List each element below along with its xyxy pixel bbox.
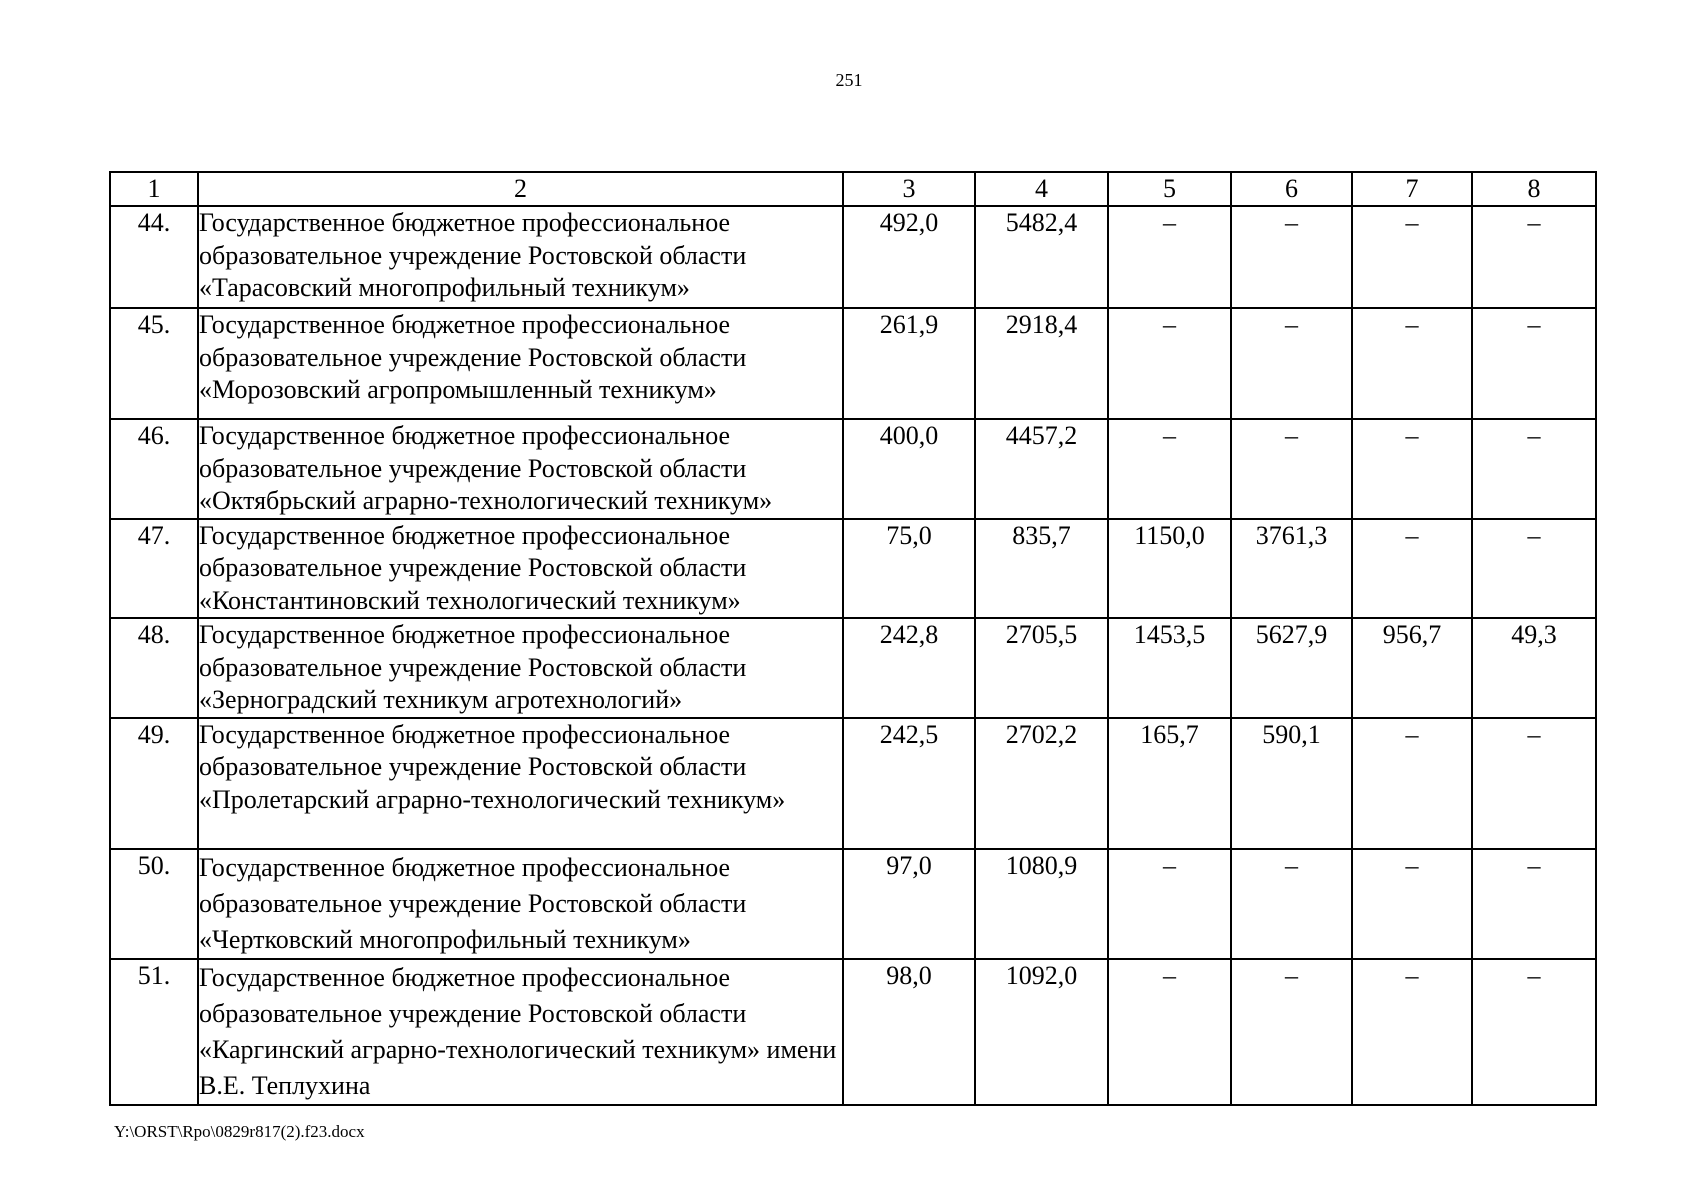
cell-col4: 4457,2: [975, 419, 1108, 519]
cell-col6: –: [1231, 419, 1352, 519]
row-number: 45.: [110, 308, 198, 419]
row-number: 49.: [110, 718, 198, 849]
cell-col3: 98,0: [843, 959, 975, 1105]
table-header-row: [110, 172, 1596, 206]
cell-col3: 261,9: [843, 308, 975, 419]
cell-col5: 1453,5: [1108, 618, 1231, 718]
document-file-path: Y:\ORST\Rpo\0829r817(2).f23.docx: [114, 1122, 365, 1141]
institution-name: Государственное бюджетное профессиональное образовательное учреждение Ростовской области «Октябрьский аграрно-технологический техникум»: [198, 419, 843, 519]
cell-col7: –: [1352, 849, 1472, 959]
table-row: [110, 618, 1596, 718]
page-number: 251: [835, 70, 863, 90]
table-row: [110, 849, 1596, 959]
cell-col7: –: [1352, 519, 1472, 619]
cell-col6: –: [1231, 849, 1352, 959]
cell-col4: 1080,9: [975, 849, 1108, 959]
cell-col7: –: [1352, 419, 1472, 519]
cell-col3: 75,0: [843, 519, 975, 619]
cell-col6: –: [1231, 206, 1352, 308]
institution-name: Государственное бюджетное профессиональное образовательное учреждение Ростовской области «Константиновский технологический техникум»: [198, 519, 843, 619]
institution-name: Государственное бюджетное профессиональное образовательное учреждение Ростовской области «Зерноградский техникум агротехнологий»: [198, 618, 843, 718]
cell-col6: 590,1: [1231, 718, 1352, 849]
cell-col5: 165,7: [1108, 718, 1231, 849]
cell-col8: –: [1472, 849, 1596, 959]
cell-col7: –: [1352, 308, 1472, 419]
column-header: 1: [110, 172, 198, 206]
cell-col4: 835,7: [975, 519, 1108, 619]
cell-col5: –: [1108, 419, 1231, 519]
row-number: 44.: [110, 206, 198, 308]
cell-col8: –: [1472, 419, 1596, 519]
cell-col4: 1092,0: [975, 959, 1108, 1105]
table-row: [110, 718, 1596, 849]
data-table: [109, 171, 1597, 1106]
cell-col3: 400,0: [843, 419, 975, 519]
cell-col5: 1150,0: [1108, 519, 1231, 619]
cell-col3: 242,8: [843, 618, 975, 718]
row-number: 50.: [110, 849, 198, 959]
institution-name: Государственное бюджетное профессиональное образовательное учреждение Ростовской области «Пролетарский аграрно-технологический техникум»: [198, 718, 843, 849]
cell-col6: 3761,3: [1231, 519, 1352, 619]
cell-col4: 2705,5: [975, 618, 1108, 718]
row-number: 47.: [110, 519, 198, 619]
column-header: 6: [1231, 172, 1352, 206]
column-header: 2: [198, 172, 843, 206]
table-row: [110, 419, 1596, 519]
institution-name: Государственное бюджетное профессиональное образовательное учреждение Ростовской области «Тарасовский многопрофильный техникум»: [198, 206, 843, 308]
cell-col8: –: [1472, 959, 1596, 1105]
institution-name: Государственное бюджетное профессиональное образовательное учреждение Ростовской области «Морозовский агропромышленный техникум»: [198, 308, 843, 419]
institution-name: Государственное бюджетное профессиональное образовательное учреждение Ростовской области «Чертковский многопрофильный техникум»: [198, 849, 843, 959]
cell-col4: 2702,2: [975, 718, 1108, 849]
table-row: [110, 959, 1596, 1105]
cell-col6: –: [1231, 308, 1352, 419]
cell-col5: –: [1108, 959, 1231, 1105]
column-header: 8: [1472, 172, 1596, 206]
cell-col7: –: [1352, 959, 1472, 1105]
column-header: 5: [1108, 172, 1231, 206]
cell-col8: –: [1472, 519, 1596, 619]
cell-col6: 5627,9: [1231, 618, 1352, 718]
cell-col8: –: [1472, 308, 1596, 419]
cell-col4: 5482,4: [975, 206, 1108, 308]
cell-col4: 2918,4: [975, 308, 1108, 419]
cell-col3: 97,0: [843, 849, 975, 959]
table-row: [110, 206, 1596, 308]
cell-col7: 956,7: [1352, 618, 1472, 718]
table-row: [110, 519, 1596, 619]
row-number: 48.: [110, 618, 198, 718]
cell-col6: –: [1231, 959, 1352, 1105]
cell-col8: –: [1472, 206, 1596, 308]
institution-name: Государственное бюджетное профессиональное образовательное учреждение Ростовской области «Каргинский аграрно-технологический техникум» имени В.Е. Теплухина: [198, 959, 843, 1105]
cell-col7: –: [1352, 206, 1472, 308]
table-row: [110, 308, 1596, 419]
cell-col8: –: [1472, 718, 1596, 849]
cell-col5: –: [1108, 206, 1231, 308]
row-number: 46.: [110, 419, 198, 519]
column-header: 3: [843, 172, 975, 206]
cell-col8: 49,3: [1472, 618, 1596, 718]
column-header: 4: [975, 172, 1108, 206]
cell-col3: 492,0: [843, 206, 975, 308]
cell-col5: –: [1108, 849, 1231, 959]
column-header: 7: [1352, 172, 1472, 206]
cell-col7: –: [1352, 718, 1472, 849]
row-number: 51.: [110, 959, 198, 1105]
cell-col3: 242,5: [843, 718, 975, 849]
cell-col5: –: [1108, 308, 1231, 419]
